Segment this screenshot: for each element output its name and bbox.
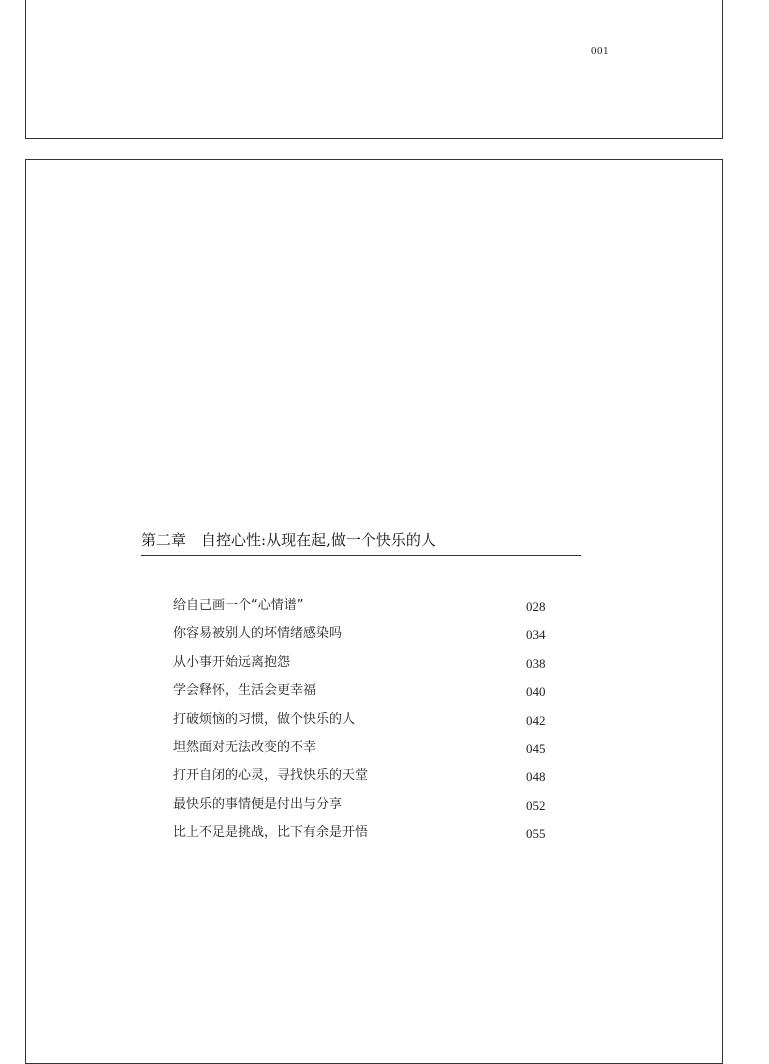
page-number: 001: [591, 45, 609, 57]
previous-page: [25, 0, 723, 139]
toc-entry-title: 最快乐的事情便是付出与分享: [173, 796, 343, 812]
chapter-number: 第二章: [141, 531, 187, 549]
toc-entry-page: 040: [526, 684, 546, 700]
toc-entry[interactable]: [173, 767, 553, 795]
toc-entry-page: 052: [526, 797, 546, 813]
toc-entry[interactable]: [173, 824, 553, 852]
toc-entry-title: 从小事开始远离抱怨: [173, 654, 291, 670]
toc-entry[interactable]: [173, 682, 553, 710]
toc-entry-page: 028: [526, 599, 546, 614]
toc-entry-page: 048: [526, 769, 546, 785]
toc-entry-title: 学会释怀，生活会更幸福: [173, 683, 317, 699]
toc-entry[interactable]: [173, 597, 553, 625]
toc-entry-page: 045: [526, 740, 546, 756]
toc-page: [25, 159, 723, 1064]
toc-entry[interactable]: [173, 796, 553, 824]
toc-entry[interactable]: [173, 711, 553, 739]
toc-entry-page: 042: [526, 712, 546, 728]
chapter-heading: [141, 529, 581, 556]
toc-entry-title: 打开自闭的心灵，寻找快乐的天堂: [173, 768, 369, 784]
toc-entry[interactable]: [173, 654, 553, 682]
table-of-contents: [173, 597, 553, 853]
toc-entry-page: 055: [526, 826, 546, 842]
toc-entry-title: 你容易被别人的坏情绪感染吗: [173, 626, 343, 642]
toc-entry-page: 038: [526, 655, 546, 671]
toc-entry[interactable]: [173, 739, 553, 767]
toc-entry-title: 比上不足是挑战，比下有余是开悟: [173, 825, 369, 841]
chapter-title: 自控心性:从现在起,做一个快乐的人: [201, 531, 436, 549]
toc-entry-page: 034: [526, 627, 546, 643]
toc-entry-title: 给自己画一个“心情谱”: [173, 598, 304, 613]
toc-entry-title: 坦然面对无法改变的不幸: [173, 739, 317, 755]
toc-entry[interactable]: [173, 625, 553, 653]
toc-entry-title: 打破烦恼的习惯，做个快乐的人: [173, 711, 356, 727]
